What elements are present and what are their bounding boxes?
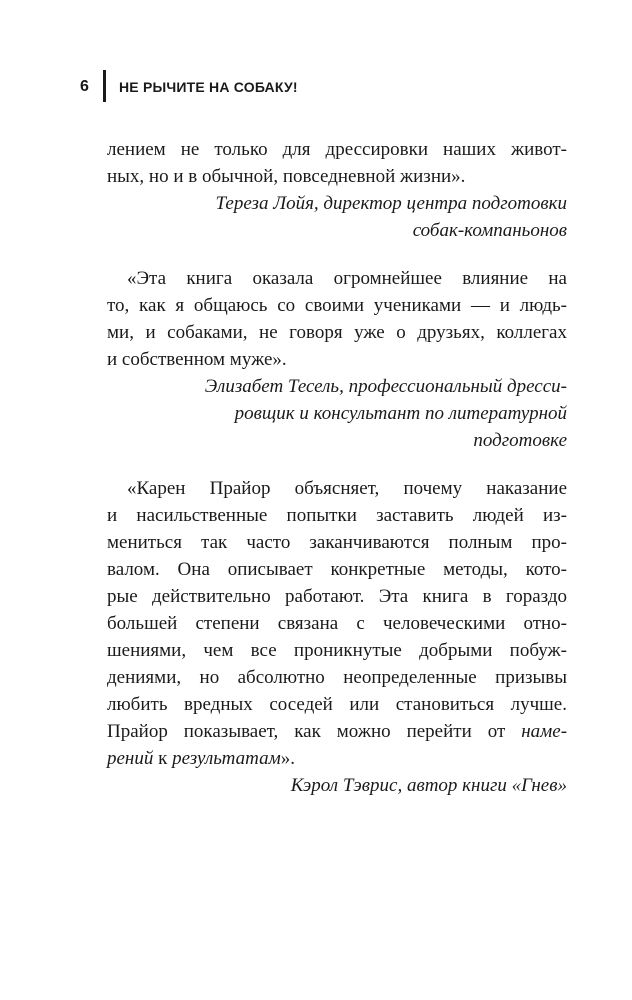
quote-3-line-11-italic-b: результатам [172,748,281,769]
page-number: 6 [80,78,89,95]
quote-3-line-2: и насильственные попытки заставить людей из- [107,505,567,526]
page-body [107,136,567,799]
quote-1-line-1: лением не только для дрессировки наших живот- [107,139,567,160]
quote-3-line-3: мениться так часто заканчиваются полным про- [107,532,567,553]
quote-3-line-11-plain: к [158,748,168,769]
quote-3-line-9: любить вредных соседей или становиться лучше. [107,694,567,715]
quote-3-line-10 [107,718,567,745]
quote-2-line-4: и собственном муже». [107,349,287,370]
quote-2-attribution-line-1: Элизабет Тесель, профессиональный дресси- [204,376,567,397]
quote-3-line-1: «Карен Прайор объясняет, почему наказание [127,478,567,499]
quote-1-attribution-line-1: Тереза Лойя, директор центра подготовки [215,193,567,214]
quote-3-line-6: большей степени связана с человеческими отно- [107,613,567,634]
quote-3-line-11-end: ». [280,748,295,769]
quote-2-line-2: то, как я общаюсь со своими учениками — и людь- [107,295,567,316]
spacer [107,244,567,265]
quote-1-attribution-line-2: собак-компаньонов [412,220,567,241]
quote-3-line-11-italic-a: рений [107,748,154,769]
quote-3-line-10-italic: наме- [521,721,568,742]
quote-2-line-3: ми, и собаками, не говоря уже о друзьях, коллегах [107,322,567,343]
quote-2-line-1: «Эта книга оказала огромнейшее влияние на [127,268,567,289]
quote-3-attribution: Кэрол Тэврис, автор книги «Гнев» [290,775,567,796]
quote-3 [107,475,567,799]
spacer [107,454,567,475]
page-header [0,0,632,120]
running-title: НЕ РЫЧИТЕ НА СОБАКУ! [119,79,298,95]
quote-3-line-10-text: Прайор показывает, как можно перейти от [107,721,506,742]
quote-3-line-7: шениями, чем все проникнутые добрыми побуж- [107,640,567,661]
quote-1 [107,136,567,244]
quote-2-attribution-line-3: подготовке [473,430,567,451]
header-divider [103,70,106,102]
quote-2 [107,265,567,454]
quote-2-attribution-line-2: ровщик и консультант по литературной [234,403,567,424]
quote-3-line-4: валом. Она описывает конкретные методы, кото- [107,559,567,580]
quote-1-line-2: ных, но и в обычной, повседневной жизни». [107,166,466,187]
quote-3-line-11 [107,745,567,772]
quote-3-line-8: дениями, но абсолютно неопределенные призывы [107,667,567,688]
quote-3-line-5: рые действительно работают. Эта книга в гораздо [107,586,567,607]
